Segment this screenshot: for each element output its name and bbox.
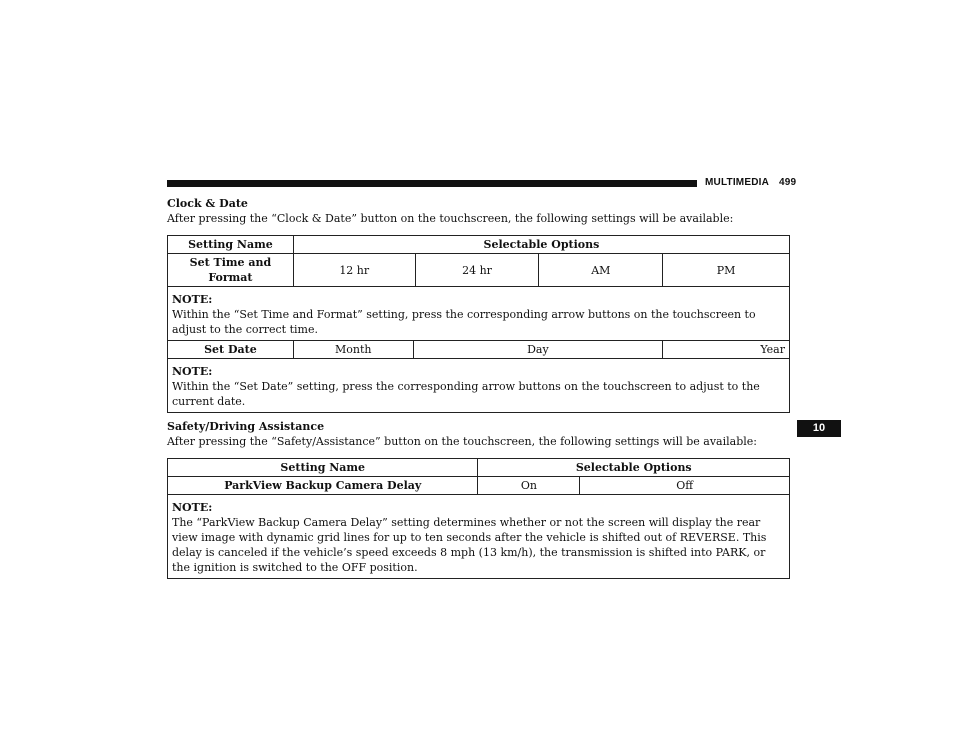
setting-name-cell: Set Date xyxy=(168,341,294,359)
option-cell: On xyxy=(478,477,580,495)
clock-date-intro: After pressing the “Clock & Date” button on the touchscreen, the following settings will be available: xyxy=(167,212,734,225)
note-cell xyxy=(168,287,790,341)
setting-name-cell: ParkView Backup Camera Delay xyxy=(168,477,478,495)
note-cell xyxy=(168,359,790,413)
option-cell: Year xyxy=(663,341,790,359)
section-title: MULTIMEDIA xyxy=(705,177,770,188)
option-cell: 24 hr xyxy=(415,254,539,287)
setting-name-cell: Set Time and Format xyxy=(168,254,294,287)
col-selectable-options: Selectable Options xyxy=(293,236,789,254)
table-header-row xyxy=(168,236,790,254)
chapter-tab: 10 xyxy=(797,420,841,437)
note-row xyxy=(168,287,790,341)
safety-intro: After pressing the “Safety/Assistance” button on the touchscreen, the following settings will be available: xyxy=(167,435,757,448)
note-text: Within the “Set Time and Format” setting, press the corresponding arrow buttons on the touchscreen to adjust to the correct time. xyxy=(172,308,756,336)
clock-settings-table xyxy=(167,235,790,341)
table-row xyxy=(168,477,790,495)
option-cell: Month xyxy=(293,341,413,359)
option-cell: 12 hr xyxy=(293,254,415,287)
note-cell xyxy=(168,495,790,579)
date-settings-table xyxy=(167,341,790,413)
note-row xyxy=(168,495,790,579)
table-row xyxy=(168,254,790,287)
header-rule xyxy=(167,180,697,187)
safety-heading: Safety/Driving Assistance xyxy=(167,420,325,433)
table-row xyxy=(168,341,790,359)
option-cell: PM xyxy=(663,254,790,287)
table-header-row xyxy=(168,459,790,477)
clock-date-heading: Clock & Date xyxy=(167,197,248,210)
note-row xyxy=(168,359,790,413)
option-cell: Day xyxy=(413,341,663,359)
col-setting-name: Setting Name xyxy=(168,459,478,477)
note-text: The “ParkView Backup Camera Delay” setting determines whether or not the screen will display the rear view image with dynamic grid lines for up to ten seconds after the vehicle is shifted out of REVERSE. This delay is canceled if the vehicle’s speed exceeds 8 mph (13 km/h), the transmission is shifted into PARK, or the ignition is switched to the OFF position. xyxy=(172,516,767,574)
col-setting-name: Setting Name xyxy=(168,236,294,254)
note-title: NOTE: xyxy=(172,365,213,378)
note-title: NOTE: xyxy=(172,501,213,514)
option-cell: AM xyxy=(539,254,663,287)
safety-settings-table xyxy=(167,458,790,579)
col-selectable-options: Selectable Options xyxy=(478,459,790,477)
running-header xyxy=(705,177,796,188)
note-title: NOTE: xyxy=(172,293,213,306)
page-content xyxy=(167,196,790,579)
page-number: 499 xyxy=(779,177,797,188)
note-text: Within the “Set Date” setting, press the corresponding arrow buttons on the touchscreen to adjust to the current date. xyxy=(172,380,760,408)
option-cell: Off xyxy=(580,477,790,495)
